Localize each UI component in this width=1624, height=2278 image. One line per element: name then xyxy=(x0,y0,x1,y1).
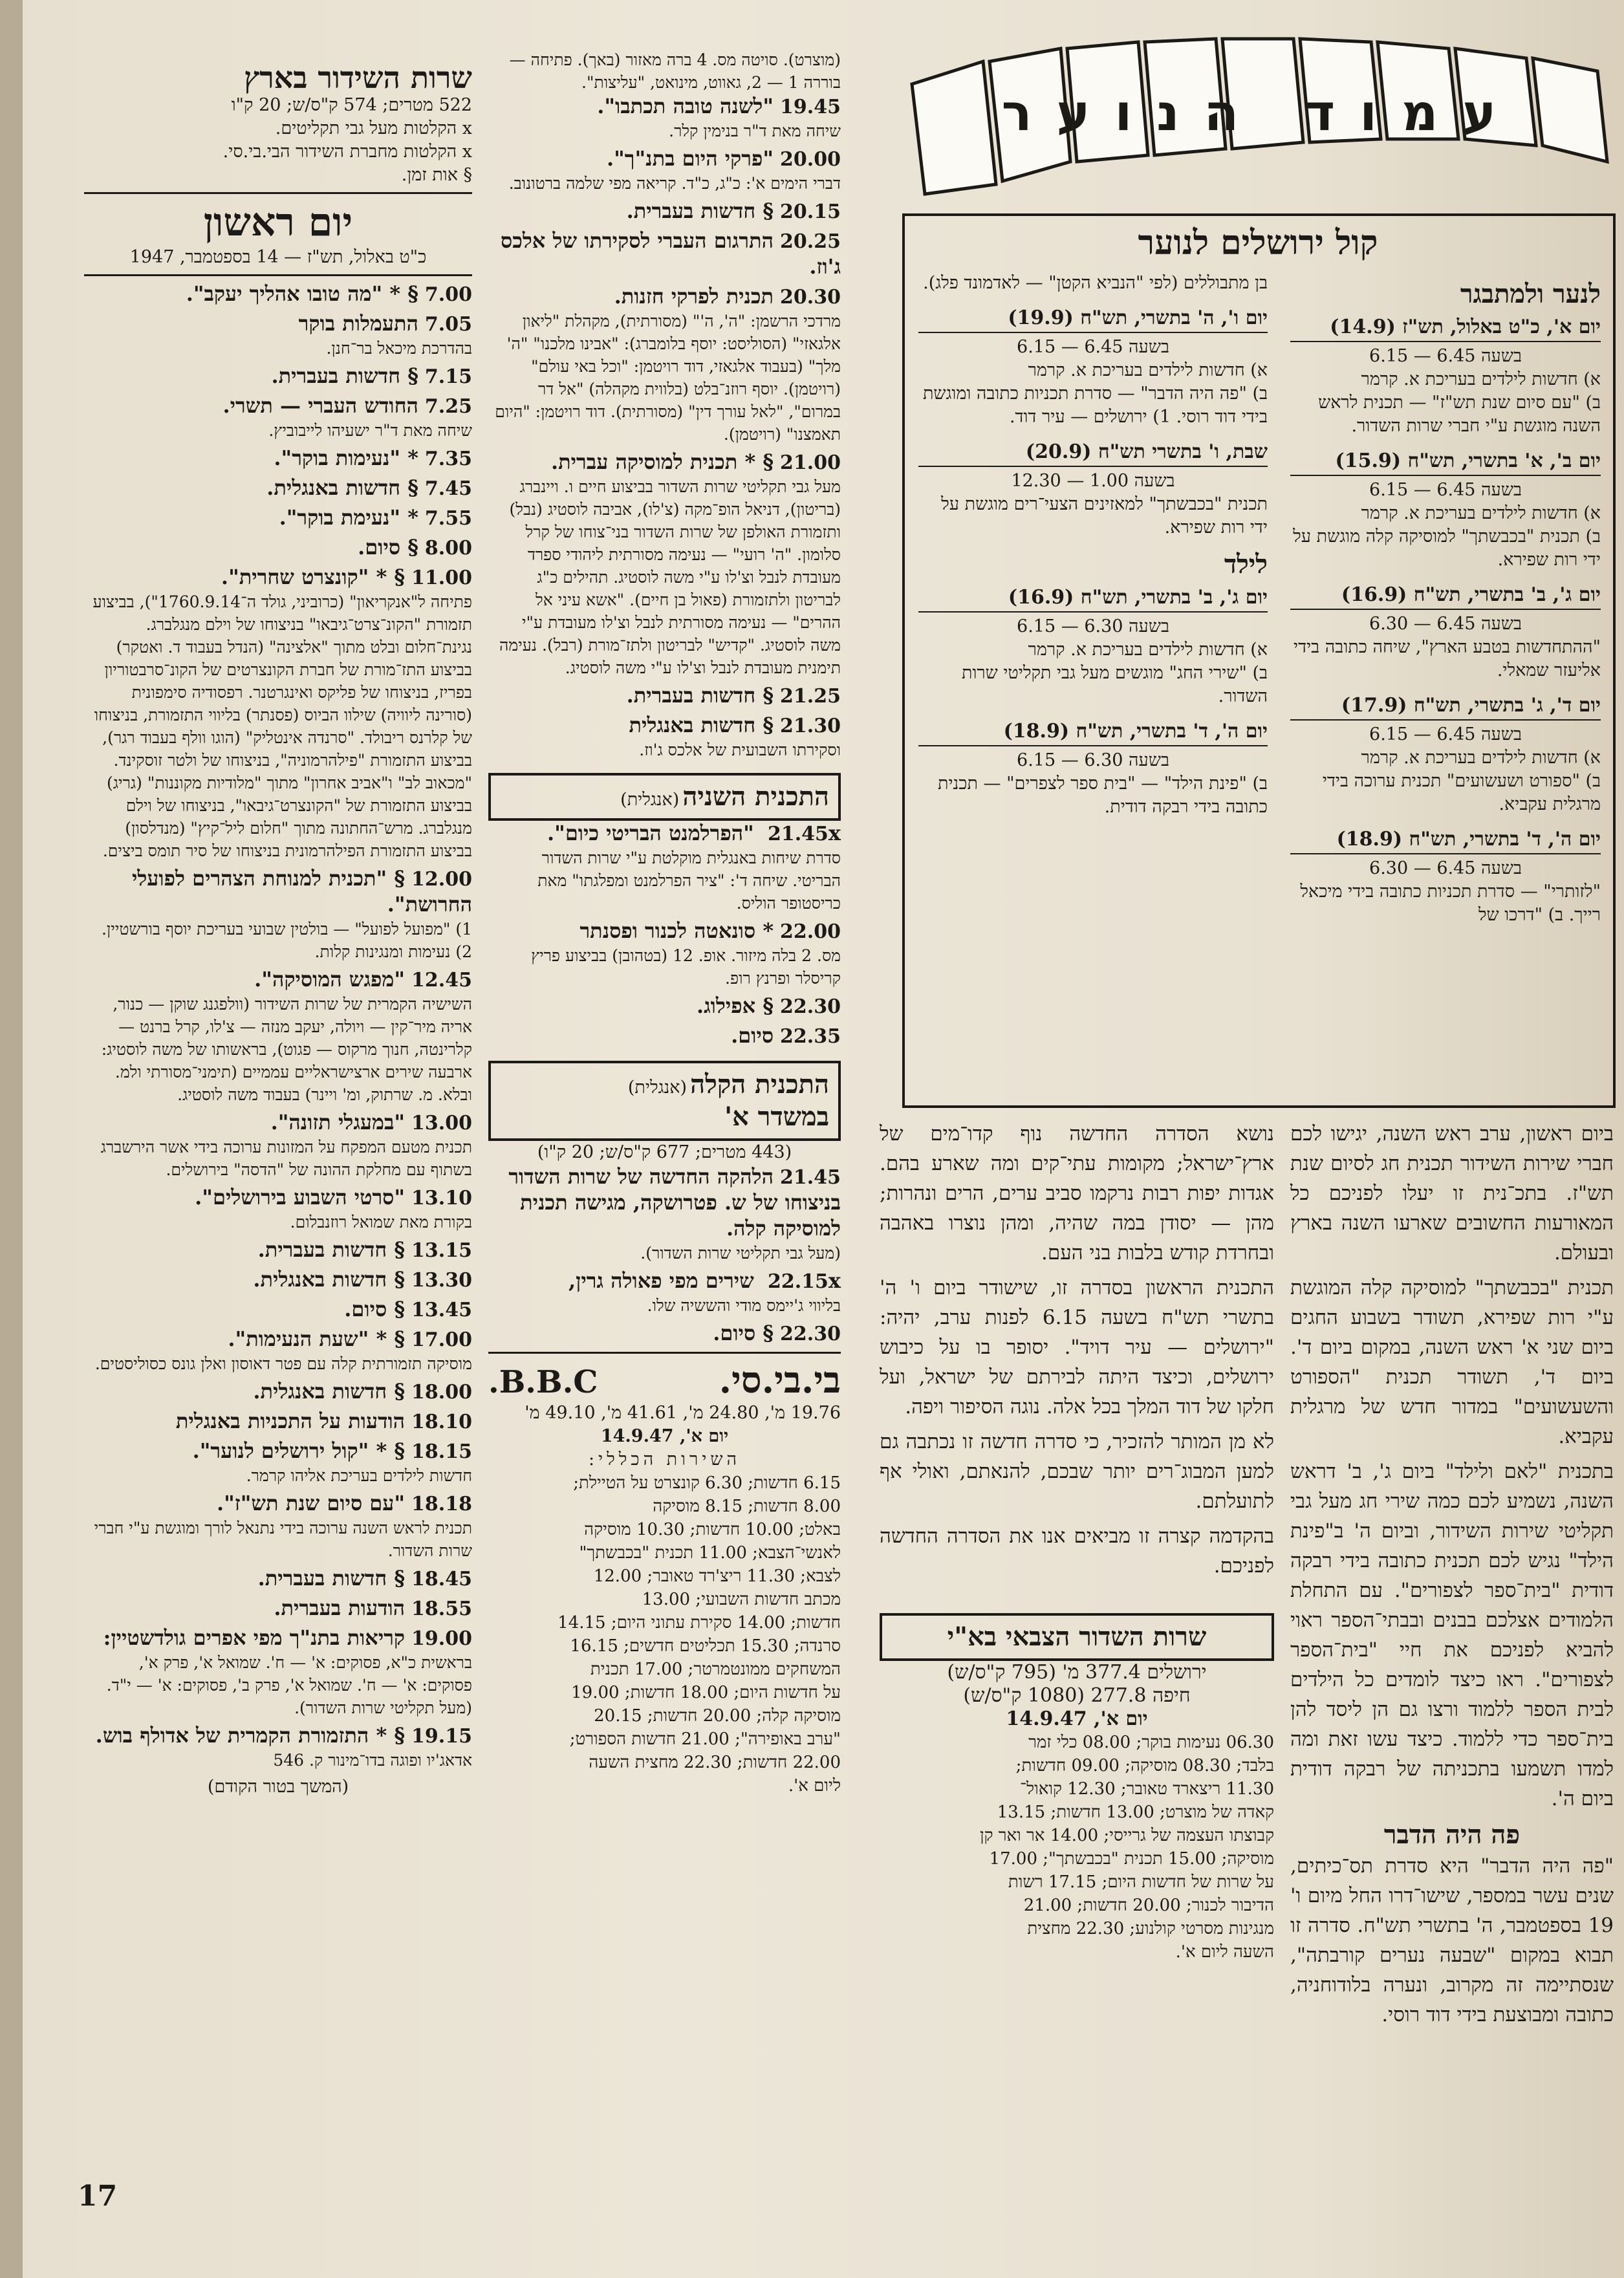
program-title: הודעות בעברית. xyxy=(274,1596,406,1620)
program-row xyxy=(488,683,841,709)
program-title: § חדשות באנגלית. xyxy=(253,1267,406,1292)
kol-entry-date: שבת, ו' בתשרי תש"ח (20.9) xyxy=(918,438,1268,467)
kol-right-list xyxy=(1290,278,1601,927)
kol-entry-date: יום ב', א' בתשרי, תש"ח (15.9) xyxy=(1290,447,1601,476)
program-title: תכנית לפרקי חזנות. xyxy=(614,284,774,309)
bbc-freq: 19.76 מ', 24.80 מ', 41.61 מ', 49.10 מ' xyxy=(525,1403,841,1423)
program-row xyxy=(84,363,472,389)
program-title: § חדשות באנגלית xyxy=(629,713,774,737)
program-title: § סיום. xyxy=(344,1297,406,1321)
program-row xyxy=(84,475,472,501)
program-title: x "הפרלמנט הבריטי כיום". xyxy=(547,821,841,845)
program-time: 13.45 xyxy=(411,1299,472,1321)
program-title: x שירים מפי פאולה גרין, xyxy=(568,1268,841,1293)
kol-entry-heading: לילד xyxy=(1224,549,1268,580)
kol-entry-item: ב) "עם סיום שנת תש"ז" — תכנית לראש השנה מוגשת ע"י חברי שרות השדור. xyxy=(1318,393,1601,436)
program-row xyxy=(488,821,841,915)
program-title: § חדשות בעברית. xyxy=(257,1566,406,1590)
kol-entry-date: יום ה', ד' בתשרי, תש"ח (18.9) xyxy=(1290,825,1601,854)
program-row xyxy=(84,1491,472,1562)
bbc-latin-title: B.B.C. xyxy=(488,1364,598,1400)
program-row xyxy=(84,1379,472,1405)
army-radio-schedule xyxy=(880,1731,1274,1964)
program-row xyxy=(84,281,472,307)
bbc-schedule-line: לצבא; 11.30 ריצ'רד טאובר; 12.00 xyxy=(593,1567,841,1586)
day-title: יום ראשון xyxy=(203,200,353,245)
divider xyxy=(84,192,472,194)
article-right-end: "פה היה הדבר" היא סדרת תס־כיתים, שנים עשר במספר, שישו־דרו החל מיום ו' 19 בספטמבר, ה' בתשרי תש"ח. סדרה זו תבוא במקום "שבעה נערים קורבתה", שנסתיימה זה מקרוב, ונערה בלודוחניה, כתובה ומבוצעת בידי דוד רוסי. xyxy=(1290,1854,1614,2026)
kol-entry-item: א) חדשות לילדים בעריכת א. קרמר xyxy=(1361,369,1601,389)
program-time: 13.00 xyxy=(411,1112,472,1134)
program-row xyxy=(84,967,472,1106)
kol-entry-item: א) חדשות לילדים בעריכת א. קרמר xyxy=(1361,503,1601,523)
program-row xyxy=(84,565,472,862)
program-description: דברי הימים א': כ"ג, כ"ד. קריאה מפי שלמה ברטונוב. xyxy=(508,174,841,193)
program-time: 7.00 xyxy=(424,283,472,306)
program-time: 22.30 xyxy=(780,995,841,1018)
army-radio-title: שרות השדור הצבאי בא"י xyxy=(947,1622,1207,1652)
program-title: קריאות בתנ"ך מפי אפרים גולדשטיין: xyxy=(103,1625,406,1650)
colb-programs xyxy=(488,94,841,761)
article-paragraph: התכנית הראשון בסדרה זו, שישודר ביום ו' ה' בתשרי תש"ח בשעה 6.15 לפנות ערב, יהיה: "ירושלים — עיר דויד". יסופר בו על כיבוש ירושלים, וכיצד היתה לבירתם של ישראל, ועל חלקו של דוד המלך בכל אלה. נוגה הסיפור ויפה. xyxy=(880,1276,1274,1418)
second-program-list xyxy=(488,821,841,1049)
program-description: בראשית כ"א, פסוקים: א' — ח'. שמואל א', פרק א', פסוקים: א' — ח'. שמואל א', פרק ב', פסוקים: א' — י"ד. (מעל תקליטי שרות השדור). xyxy=(106,1653,472,1717)
kol-entry-time: בשעה 6.45 — 6.15 xyxy=(1369,346,1522,366)
column-b xyxy=(488,49,841,1797)
program-row xyxy=(84,393,472,442)
program-time: 22.15 xyxy=(767,1270,828,1293)
bbc-date: יום א', 14.9.47 xyxy=(600,1426,729,1446)
program-row xyxy=(488,993,841,1019)
program-row xyxy=(488,284,841,446)
program-title: * סונאטה לכנור ופסנתר xyxy=(579,918,774,943)
army-radio-schedule-line: בלבד; 08.30 מוסיקה; 09.00 חדשות; xyxy=(1015,1756,1274,1775)
program-time: 19.00 xyxy=(411,1627,472,1650)
bbc-schedule-line: 6.15 חדשות; 6.30 קונצרט על הטיילת; xyxy=(573,1473,841,1493)
program-row xyxy=(84,1237,472,1263)
program-row xyxy=(84,866,472,963)
program-title: § "תכנית למנוחת הצהרים לפועלי החרושת". xyxy=(131,866,472,917)
kol-entry-time: בשעה 6.30 — 6.15 xyxy=(1017,616,1169,636)
program-title: * "נעימת בוקר". xyxy=(279,505,418,530)
kol-entry-item: תכנית "בכבשתך" למאזינים הצעי־רים מוגשת על ידי רות שפירא. xyxy=(941,494,1268,537)
program-title: הודעות על התכניות באנגלית xyxy=(175,1409,406,1433)
page-edge xyxy=(0,0,23,2278)
article-left-body xyxy=(880,1119,1274,1581)
kol-entry-date: יום ג', ב' בתשרי, תש"ח (16.9) xyxy=(918,583,1268,613)
program-title: "מפגש המוסיקה". xyxy=(254,967,406,992)
kol-entry xyxy=(1290,825,1601,927)
kol-entry xyxy=(1290,447,1601,572)
kol-entry-time: בשעה 6.45 — 6.15 xyxy=(1017,337,1169,357)
kol-entry-item: "לזותרי" — סדרת תכניות כתובה בידי מיכאל רייך. ב) "דרכו של xyxy=(1300,882,1601,925)
program-title: * "נעימות בוקר". xyxy=(274,446,418,470)
program-description: סדרת שיחות באנגלית מוקלטת ע"י שרות השדור הבריטי. שיחה ד': "ציר הפרלמנט ומפלגתו" מאת כריסטופר הוליס. xyxy=(537,849,841,913)
article-subheading: פה היה הדבר xyxy=(1383,1819,1521,1850)
program-time: 12.00 xyxy=(411,868,472,891)
kol-entry-heading: לנער ולמתבגר xyxy=(1460,279,1601,309)
program-title: סיום. xyxy=(731,1023,774,1048)
kol-entry xyxy=(918,438,1268,539)
program-time: 21.25 xyxy=(780,685,841,708)
bbc-schedule-line: סרנדה; 15.30 תכליטים חדשים; 16.15 xyxy=(570,1636,841,1656)
program-time: 8.00 xyxy=(424,537,472,559)
program-time: 13.10 xyxy=(411,1187,472,1210)
program-row xyxy=(84,1625,472,1719)
bbc-schedule xyxy=(488,1471,841,1797)
program-row xyxy=(84,1409,472,1435)
kol-entry-item: ב) "פה היה הדבר" — סדרת תכניות כתובה ומוגשת בידי דוד רוסי. 1) ירושלים — עיר דוד. xyxy=(922,384,1268,427)
broadcast-service-title: שרות השידור בארץ xyxy=(244,60,472,95)
program-title: § * "קול ירושלים לנוער". xyxy=(192,1438,406,1463)
kol-entry-time: בשעה 6.30 — 6.15 xyxy=(1017,750,1169,770)
army-radio-schedule-line: 11.30 ריצארד טאובר; 12.30 קואול־ xyxy=(1020,1779,1274,1799)
second-program-tag: (אנגלית) xyxy=(620,790,680,810)
program-description: מוסיקה תזמורתית קלה עם פטר דאוסון ואלן גונס כסוליסטים. xyxy=(94,1354,472,1373)
program-time: 20.00 xyxy=(780,148,841,171)
article-paragraph: תכנית "בכבשתך" למוסיקה קלה המוגשת ע"י רות שפירא, תשודר בשבוע החגים ביום שני א' ראש השנה, במקום ביום ד'. ביום ד', תשודר תכנית "הספורט והשעשועים" במדור חדש של מרגלית עקביא. xyxy=(1290,1276,1614,1448)
program-description: תכנית לראש השנה ערוכה בידי נתנאל לורך ומוגשת ע"י חברי שרות השדור. xyxy=(94,1519,472,1560)
kol-entry-item: א) חדשות לילדים בעריכת א. קרמר xyxy=(1028,640,1268,660)
article-paragraph: נושא הסדרה החדשה נוף קדו־מים של ארץ־ישראל; מקומות עתי־קים ומה שארע בהם. אגדות יפות רבות נרקמו סביב ערים, הרים ונהרות; מהן — יסודן במה שהיה, ומהן נוצרו באהבה ובחרדת קודש בלבות בני העם. xyxy=(880,1122,1274,1264)
light-program-list xyxy=(488,1164,841,1347)
cola-programs xyxy=(84,281,472,1772)
program-row xyxy=(488,1164,841,1264)
program-row xyxy=(84,1596,472,1622)
program-row xyxy=(488,713,841,761)
program-time: 18.10 xyxy=(411,1411,472,1433)
program-title: § סיום. xyxy=(713,1321,774,1345)
program-time: 18.00 xyxy=(411,1381,472,1404)
program-row xyxy=(488,1023,841,1049)
program-description: 1) "מפועל לפועל" — בולטין שבועי בעריכת יוסף בורשטיין. 2) נעימות ומנגינות קלות. xyxy=(101,920,472,961)
program-time: 21.30 xyxy=(780,715,841,737)
kol-entry-time: בשעה 6.45 — 6.30 xyxy=(1369,858,1522,878)
program-title: § חדשות בעברית. xyxy=(626,683,774,708)
day-date: כ"ט באלול, תש"ז — 14 בספטמבר, 1947 xyxy=(129,247,427,267)
colb-top-text: (מוצרט). סויטה מס. 4 ברה מאזור (באך). פתיחה — בוררה 1 — 2, גאווט, מינואט, "עליצות". xyxy=(509,50,841,92)
army-radio-schedule-line: קאדה של מוצרט; 13.00 חדשות; 13.15 xyxy=(997,1803,1274,1822)
kol-left-list xyxy=(918,272,1268,819)
article-left xyxy=(880,1119,1274,1964)
program-row xyxy=(488,450,841,679)
kol-entry-time: בשעה 6.45 — 6.15 xyxy=(1369,480,1522,500)
program-time: 21.45 xyxy=(767,823,828,845)
kol-entry-item: ב) "פינת הילד" — "בית ספר לצפרים" — תכנית כתובה בידי רבקה דודית. xyxy=(937,774,1268,817)
program-title: § * תכנית למוסיקה עברית. xyxy=(551,450,774,474)
article-right-body xyxy=(1290,1119,1614,1814)
program-description: בהדרכת מיכאל בר־חנן. xyxy=(326,339,472,358)
bbc-title: בי.בי.סי. xyxy=(719,1359,841,1402)
army-radio-schedule-line: הדיבור לכנור; 20.00 חדשות; 21.00 xyxy=(1023,1896,1274,1915)
program-time: 11.00 xyxy=(411,567,472,589)
program-description: השישיה הקמרית של שרות השידור (וולפגנג שוקן — כנור, אריה מיר־קין — ויולה, יעקב מנזה — צ'לו, קרל ברנט — קלרינטה, חנוך מרקוס — פגוט), בראשותו של משה לוסטיג: ארבעה שירים ארצישראליים עממיים (תימני־מסורתי ולמ. ובלא. מ. שרתוק, ומ' ויינר) בעבוד משה לוסטיג. xyxy=(101,995,472,1104)
kol-entry xyxy=(1290,581,1601,682)
army-radio-schedule-line: השעה ליום א'. xyxy=(1175,1942,1274,1962)
kol-entry xyxy=(918,548,1268,708)
bbc-header xyxy=(488,1359,841,1402)
kol-jerusalem-title: קול ירושלים לנוער xyxy=(1138,223,1378,263)
kol-entry-time: בשעה 6.45 — 6.15 xyxy=(1369,724,1522,744)
program-description: מעל גבי תקליטי שרות השדור בביצוע חיים ו. ויינברג (בריטון), דניאל הופ־מקה (צ'לו), אביבה לוסטיג (נבל) ותזמורת האולפן של שרות השדור בני־צוחו של קרל סלומון. "ה' רועי" — נעימה מסורתית ליהודי ספרד מעובדת לנבל וצ'לו ע"י משה לוסטיג. תהילים כ"ג לבריטון ולתזמורת (פאול בן חיים). "אשא עיני אל ההרים" — נעימה מסורתית לנבל וצ'לו מעובדת ע"י משה לוסטיג. "קדיש" לבריטון ולתז־מורת (רבל). נעימה תימנית מעובדת לנבל וצ'לו ע"י משה לוסטיג. xyxy=(499,477,841,677)
kol-entry-item: א) חדשות לילדים בעריכת א. קרמר xyxy=(1028,360,1268,380)
bbc-schedule-line: ליום א'. xyxy=(788,1776,841,1795)
broadcast-service-lines xyxy=(84,94,472,187)
light-program-tag: (אנגלית) xyxy=(627,1078,687,1098)
service-line: § אות זמן. xyxy=(401,165,472,185)
program-description: וסקירתו השבועית של אלכס ג'וז. xyxy=(639,741,841,759)
kol-entry-date: יום ג', ב' בתשרי, תש"ח (16.9) xyxy=(1290,581,1601,610)
light-program-box xyxy=(488,1061,841,1141)
bbc-schedule-line: "ערב באופירה"; 21.00 חדשות הספורט; xyxy=(569,1730,841,1749)
program-time: 13.30 xyxy=(411,1269,472,1292)
program-row xyxy=(488,146,841,195)
divider xyxy=(488,1352,841,1354)
army-radio-date: יום א', 14.9.47 xyxy=(1006,1708,1148,1730)
program-time: 21.00 xyxy=(780,451,841,474)
program-title: § * "קונצרט שחרית". xyxy=(221,565,406,589)
program-description: פתיחה ל"אנקריאון" (כרוביני, גולד ה־1760.9.14"), בביצוע תזמורת "הקונ־צרט־גיבאו" בניצוחו של וילם מנגלברג. נגינת־חלום ובלט מתוך "אלצינה" (הנדל בעבוד ד. ואטקר) בביצוע התז־מורת של חברת הקונצרטים של הקונ־סרבטוריון בפריז, בניצוחו של פליקס ואינגרטנר. רפסודיה סימפונית (סורינה ליוויה) שילוו הביוס (פסנתר) בליווי התזמורת, בניצוחו של קלרנס ריבולד. "סרנדה אינטליק" (הוגו וולף בעבוד רגר), בביצוע התזמורת "פילהרמוניה", בניצוחו של ולטר זוסקינד. "מכאוב לב" ו"אביב אחרון" מתוך "מלודיות מקוננות" (גריג) בביצוע התזמורת של "הקונצרט־גיבאו", בניצוחו של וילם מנגלברג. מרש־החתונה מתוך "חלום ליל־קיץ" (מנדלסון) בביצוע התזמורת הפילהרמונית בניצוחו של סיר תומס ביצים. xyxy=(92,592,472,860)
column-a xyxy=(84,61,472,1799)
program-time: 18.15 xyxy=(411,1440,472,1463)
kol-entry-item: בן מתבוללים (לפי "הנביא הקטן" — לאדמונד פלג). xyxy=(923,273,1268,293)
army-radio-schedule-line: 06.30 נעימות בוקר; 08.00 כלי זמר xyxy=(1028,1733,1274,1752)
program-row xyxy=(84,1297,472,1323)
program-description: בקורת מאת שמואל רוזנבלום. xyxy=(290,1213,472,1231)
divider xyxy=(84,274,472,276)
program-row xyxy=(488,1268,841,1317)
bbc-schedule-line: 22.00 חדשות; 22.30 מחצית השעה xyxy=(589,1753,841,1772)
service-line: x הקלטות מעל גבי תקליטים. xyxy=(275,118,472,138)
kol-entry xyxy=(1290,691,1601,816)
program-time: 20.25 xyxy=(780,230,841,253)
program-title: "סרטי השבוע בירושלים". xyxy=(195,1185,406,1210)
article-paragraph: לא מן המותר להזכיר, כי סדרה חדשה זו נכתבה גם למען המבוג־רים יותר שבכם, להנאתם, ואולי אף לתועלתם. xyxy=(880,1430,1274,1513)
kol-entry-item: ב) "שירי החג" מוגשים מעל גבי תקליטי שרות השדור. xyxy=(962,663,1268,706)
program-row xyxy=(84,1327,472,1375)
program-time: 20.15 xyxy=(780,201,841,223)
program-description: חדשות לילדים בעריכת אליהו קרמר. xyxy=(246,1466,472,1485)
program-time: 19.45 xyxy=(780,96,841,118)
program-description: (מעל גבי תקליטי שרות השדור). xyxy=(640,1244,841,1263)
program-time: 7.55 xyxy=(424,507,472,530)
kol-entry-date: יום ה', ד' בתשרי, תש"ח (18.9) xyxy=(918,717,1268,746)
bbc-schedule-line: על חדשות היום; 18.00 חדשות; 19.00 xyxy=(571,1683,841,1702)
program-time: 7.25 xyxy=(424,395,472,418)
program-title: § * "שעת הנעימות". xyxy=(228,1327,406,1351)
program-title: § חדשות בעברית. xyxy=(626,199,774,223)
bbc-schedule-line: מכתב חדשות השבועי; 13.00 xyxy=(642,1590,841,1609)
kol-entry xyxy=(918,717,1268,819)
program-title: הלהקה החדשה של שרות השדור בניצוחו של ש. פטרושקה, מגישה תכנית למוסיקה קלה. xyxy=(508,1164,841,1241)
program-title: "לשנה טובה תכתבו". xyxy=(597,94,774,118)
program-row xyxy=(488,228,841,280)
kol-entry-item: "ההתחדשות בטבע הארץ", שיחה כתובה בידי אליעזר שמאלי. xyxy=(1294,637,1601,680)
army-radio-schedule-line: על שרות של חדשות היום; 17.15 רשות xyxy=(1008,1872,1274,1892)
light-program-freq: (443 מטרים; 677 ק"ס/ש; 20 ק"ו) xyxy=(537,1142,792,1162)
bbc-schedule-line: חדשות; 14.00 סקירת עתוני היום; 14.15 xyxy=(558,1613,841,1633)
army-radio-schedule-line: מנגינות מסרטי קולנוע; 22.30 מחצית xyxy=(1027,1919,1274,1938)
program-row xyxy=(84,311,472,360)
bbc-schedule-line: המשחקים ממונטמרטר; 17.00 תכנית xyxy=(590,1660,841,1679)
program-time: 22.00 xyxy=(780,920,841,943)
program-time: 7.05 xyxy=(424,313,472,336)
program-description: בליווי ג'יימס מודי והששיה שלו. xyxy=(647,1296,841,1315)
program-row xyxy=(84,1723,472,1772)
bbc-schedule-line: מוסיקה קלה; 20.00 חדשות; 20.15 xyxy=(594,1706,841,1726)
article-paragraph: בתכנית "לאם ולילד" ביום ג', ב' דראש השנה, נשמיע לכם כמה שירי חג מעל גבי תקליטי שירות השידור, וביום ה' ב"פינת הילד" נגיש לכם תכנית כתובה בידי רבקה דודית "בית־ספר לצפורים". עם התחלת הלמודים אצלכם בבנים ובבתי־הספר ראוי להביא לפניכם את חיי "בית־הספר לצפורים". ראו כיצד לומדים כל הילדים לבית הספר ללמוד ורצו גם הן ליסד להן בית־ספר כדי ללמוד. כיצד עשו זאת ומה למדו תשמעו בתכניתה של רבקה דודית ביום ה'. xyxy=(1290,1460,1614,1810)
program-description: שיחה מאת ד"ר ישעיהו לייבוביץ. xyxy=(268,421,472,440)
program-row xyxy=(84,1110,472,1181)
program-title: § חדשות בעברית. xyxy=(257,1237,406,1262)
program-title: החודש העברי — תשרי. xyxy=(222,393,418,418)
program-row xyxy=(84,1185,472,1233)
bbc-service: השירות הכללי: xyxy=(588,1449,741,1470)
program-title: § חדשות באנגלית. xyxy=(253,1379,406,1404)
program-title: § חדשות בעברית. xyxy=(271,363,418,388)
light-program-sub: במשדר א' xyxy=(724,1101,829,1132)
program-title: התעמלות בוקר xyxy=(298,311,418,336)
article-right xyxy=(1290,1119,1614,2030)
program-row xyxy=(488,1321,841,1347)
program-title: § חדשות באנגלית. xyxy=(266,475,418,500)
second-program-title: התכנית השניה xyxy=(682,781,829,812)
kol-left-column xyxy=(918,272,1268,828)
kol-entry-item: ב) תכנית "בכבשתך" למוסיקה קלה מוגשת על ידי רות שפירא. xyxy=(1293,526,1601,570)
program-time: 7.15 xyxy=(424,365,472,388)
program-title: § * התזמורת הקמרית של אדולף בוש. xyxy=(95,1723,406,1748)
program-row xyxy=(84,1267,472,1293)
program-time: 21.45 xyxy=(780,1166,841,1189)
program-description: מס. 2 בלה מיזור. אופ. 12 (בטהובן) בביצוע פריץ קריסלר ופרנץ רופ. xyxy=(531,946,841,988)
program-row xyxy=(84,1566,472,1592)
program-row xyxy=(488,199,841,224)
program-time: 13.15 xyxy=(411,1239,472,1262)
program-time: 18.55 xyxy=(411,1598,472,1620)
page-number: 17 xyxy=(78,2180,118,2213)
light-program-title: התכנית הקלה xyxy=(690,1069,829,1100)
program-description: אדאג'יו ופוגה בדו־מינור ק. 546 xyxy=(273,1751,472,1770)
program-time: 18.18 xyxy=(411,1493,472,1515)
program-title: "במעגלי תזונה". xyxy=(270,1110,406,1134)
kol-entry xyxy=(918,272,1268,295)
bbc-schedule-line: לאנשי־הצבא; 11.00 תכנית "בכבשתך" xyxy=(579,1543,841,1563)
kol-entry-item: א) חדשות לילדים בעריכת א. קרמר xyxy=(1361,748,1601,768)
kol-entry-date: יום ד', ג' בתשרי, תש"ח (17.9) xyxy=(1290,691,1601,721)
program-description: מרדכי הרשמן: "ה', ה'" (מסורתית), מקהלת "ליאון אלגאזי" (הסוליסט: יוסף בלומברג): "אבינו מלכנו" "ה' מלך" (בעבוד אלגאזי, דוד רויטמן: "וכל באי עולם" (רויטמן). יוסף רוזנ־בלט (בלווית מקהלה) "אל דר במרום", "לאל עורך דין" (מסורתית). דוד רויטמן: "היום תאמצנו" (רויטמן). xyxy=(495,312,841,444)
program-title: § אפילוג. xyxy=(696,993,774,1018)
program-time: 12.45 xyxy=(411,969,472,992)
program-title: "פרקי היום בתנ"ך". xyxy=(606,146,774,171)
army-radio-box xyxy=(880,1613,1274,1964)
program-time: 22.30 xyxy=(780,1323,841,1345)
kol-entry-time: בשעה 6.45 — 6.30 xyxy=(1369,614,1522,634)
banner-title: עמוד הנוער xyxy=(1001,84,1521,142)
program-title: התרגום העברי לסקירתו של אלכס ג'וז. xyxy=(500,228,841,279)
program-time: 19.15 xyxy=(411,1725,472,1748)
kol-entry-date: יום א', כ"ט באלול, תש"ז (14.9) xyxy=(1290,313,1601,342)
army-radio-freq2: חיפה 277.8 (1080 ק"ס/ש) xyxy=(963,1684,1191,1707)
program-row xyxy=(84,535,472,561)
army-radio-schedule-line: מוסיקה; 15.00 תכנית "בכבשתך"; 17.00 xyxy=(989,1849,1274,1869)
program-title: "עם סיום שנת תש"ז". xyxy=(216,1491,406,1515)
second-program-box xyxy=(488,773,841,821)
program-time: 17.00 xyxy=(411,1329,472,1351)
kol-right-column xyxy=(1290,278,1601,936)
army-radio-freq1: ירושלים 377.4 מ' (795 ק"ס/ש) xyxy=(947,1661,1207,1684)
program-row xyxy=(488,94,841,142)
continued-note: (המשך בטור הקודם) xyxy=(207,1777,349,1797)
program-row xyxy=(84,446,472,472)
program-time: 20.30 xyxy=(780,286,841,309)
program-title: § * "מה טובו אהליך יעקב". xyxy=(186,281,418,306)
article-paragraph: ביום ראשון, ערב ראש השנה, יגישו לכם חברי שירות השידור תכנית חג לסיום שנת תש"ז. בתכ־נית זו יעלו לפניכם כל המאורעות החשובים שארעו השנה בארץ ובעולם. xyxy=(1290,1122,1614,1264)
program-time: 7.35 xyxy=(424,448,472,470)
kol-entry-date: יום ו', ה' בתשרי, תש"ח (19.9) xyxy=(918,304,1268,333)
program-time: 7.45 xyxy=(424,477,472,500)
program-title: § סיום. xyxy=(358,535,418,559)
service-line: 522 מטרים; 574 ק"ס/ש; 20 ק"ו xyxy=(231,95,472,115)
kol-entry-time: בשעה 1.00 — 12.30 xyxy=(1011,471,1175,491)
article-paragraph: בהקדמה קצרה זו מביאים אנו את הסדרה החדשה לפניכם. xyxy=(880,1524,1274,1578)
bbc-schedule-line: 8.00 חדשות; 8.15 מוסיקה xyxy=(653,1497,841,1516)
service-line: x הקלטות מחברת השידור הבי.בי.סי. xyxy=(222,142,472,162)
kol-entry xyxy=(1290,278,1601,438)
program-time: 18.45 xyxy=(411,1568,472,1590)
program-row xyxy=(488,918,841,990)
kol-entry xyxy=(918,304,1268,429)
program-row xyxy=(84,1438,472,1487)
kol-entry-item: ב) "ספורט ושעשועים" תכנית ערוכה בידי מרגלית עקביא. xyxy=(1322,771,1601,814)
program-description: שיחה מאת ד"ר בנימין קלר. xyxy=(669,122,841,140)
program-row xyxy=(84,505,472,531)
bbc-schedule-line: באלט; 10.00 חדשות; 10.30 מוסיקה xyxy=(584,1520,841,1539)
program-time: 22.35 xyxy=(780,1025,841,1048)
program-description: תכנית מטעם המפקח על המזונות ערוכה בידי אשר הירשברג בשתוף עם מחלקת ההונה של "הדסה" בירושלים. xyxy=(100,1138,472,1179)
army-radio-schedule-line: קבוצתו העצמה של גרייסי; 14.00 אר ואר קן xyxy=(979,1826,1274,1845)
